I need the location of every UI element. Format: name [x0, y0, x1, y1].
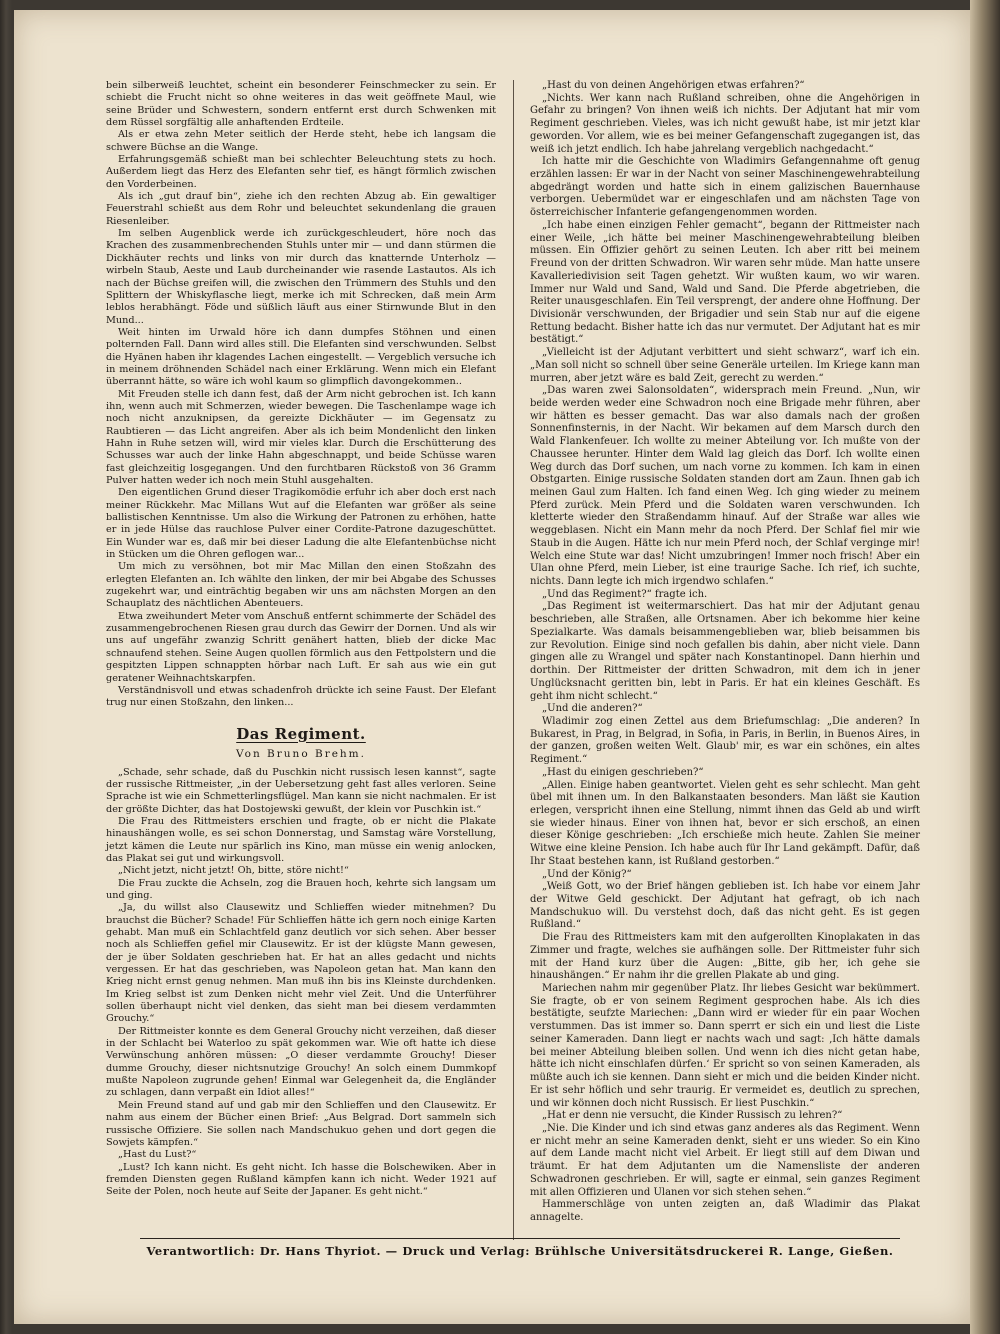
column-divider	[513, 80, 514, 1240]
paragraph: „Das Regiment ist weitermarschiert. Das hat mir der Adjutant genau beschrieben, alle Straßen, alle Ortsnamen. Aber ich bekomme hier keine Spezialkarte. Was damals beisammengeblieben war, blieb beisammen bis zur Revolution. Einige sind noch gefallen bis dahin, aber nicht viele. Dann gingen alle zu Wrangel und später nach Konstantinopel. Dann hierhin und dorthin. Der Rittmeister der dritten Schwadron, mit dem ich in jener Unglücksnacht geritten bin, lebt in Paris. Er hat ein kleines Geschäft. Es geht ihm nicht schlecht.“	[530, 601, 920, 702]
paragraph: „Hast du Lust?“	[118, 1149, 197, 1161]
paragraph: Erfahrungsgemäß schießt man bei schlechter Beleuchtung stets zu hoch. Außerdem liegt das Herz des Elefanten sehr tief, es hängt förmlich zwischen den Vorderbeinen.	[106, 154, 496, 190]
paragraph: Die Frau des Rittmeisters erschien und fragte, ob er nicht die Plakate hinaushängen wolle, es sei schon Donnerstag, und Samstag wäre Vorstellung, jetzt kämen die Leute nur spärlich ins Kino, man müsse ein wenig anlocken, das Plakat sei gut und wirkungsvoll.	[106, 815, 496, 864]
paragraph: Die Frau des Rittmeisters kam mit den aufgerollten Kinoplakaten in das Zimmer und fragte, welches sie aufhängen solle. Der Rittmeister fuhr sich mit der Hand kurz über die Augen: „Bitte, gib her, ich gehe sie hinaushängen.“ Er nahm ihr die grellen Plakate ab und ging.	[530, 932, 920, 982]
paragraph: Mein Freund stand auf und gab mir den Schlieffen und den Clausewitz. Er nahm aus einem der Bücher einen Brief: „Aus Belgrad. Dort sammeln sich russische Offiziere. Sie sollen nach Mandschukuo gehen und dort gegen die Sowjets kämpfen.“	[106, 1099, 496, 1148]
paragraph: bein silberweiß leuchtet, scheint ein besonderer Feinschmecker zu sein. Er schiebt die Frucht nicht so ohne weiteres in das weit geöffnete Maul, wie seine Brüder und Schwestern, sondern entfernt erst durch Schwenken mit dem Rüssel sorgfältig alle anhaftenden Erdteile.	[106, 80, 496, 129]
page-edge	[970, 0, 1000, 1334]
paragraph: „Das waren zwei Salonsoldaten“, widersprach mein Freund. „Nun, wir beide werden weder eine Schwadron noch eine Brigade mehr führen, aber wir hätten es besser gemacht. Das war also damals nach der großen Sonnenfinsternis, in der Nacht. Wir bekamen auf dem Marsch durch den Wald Flankenfeuer. Ich wollte zu meiner Abteilung vor. Ich mußte von der Chaussee herunter. Hinter dem Wald lag gleich das Dorf. Ich wollte einen Weg durch das Dorf suchen, um nach vorne zu kommen. Ich kam in einen Obstgarten. Einige russische Soldaten standen dort am Zaun. Ihnen gab ich meinen Gaul zum Halten. Ich fand einen Weg. Ich ging wieder zu meinem Pferd zurück. Mein Pferd und die Soldaten waren verschwunden. Ich kletterte wieder den Straßendamm hinauf. Auf der Straße war alles wie weggeblasen. Nicht ein Mann mehr da noch Pferd. Der Schlaf fiel mir wie Staub in die Augen. Hätte ich nur mein Pferd noch, der Schlaf verginge mir! Welch eine Stute war das! Nicht umzubringen! Immer noch frisch! Aber ein Ulan ohne Pferd, mein Lieber, ist eine traurige Sache. Ich rief, ich suchte, nichts. Dann legte ich mich irgendwo schlafen.“	[530, 385, 920, 588]
paragraph: Verständnisvoll und etwas schadenfroh drückte ich seine Faust. Der Elefant trug nur einen Stoßzahn, den linken...	[106, 684, 496, 709]
paragraph: Als ich „gut drauf bin“, ziehe ich den rechten Abzug ab. Ein gewaltiger Feuerstrahl schießt aus dem Rohr und beleuchtet sekundenlang die grauen Riesenleiber.	[106, 191, 496, 227]
paragraph: Mariechen nahm mir gegenüber Platz. Ihr liebes Gesicht war bekümmert. Sie fragte, ob er von seinem Regiment gesprochen habe. Als ich dies bestätigte, seufzte Mariechen: „Dann wird er wieder für ein paar Wochen verstummen. Das ist immer so. Dann sperrt er sich ein und liest die Liste seiner Kameraden. Dann liegt er nachts wach und sagt: ‚Ich hätte damals bei meiner Abteilung bleiben sollen. Und wenn ich dies nicht getan habe, hätte ich nicht einschlafen dürfen.‘ Er spricht so von seinen Kameraden, als müßte auch ich sie kennen. Dann sieht er mich und die beiden Kinder nicht. Er ist sehr höflich und sehr traurig. Er vermeidet es, deutlich zu sprechen, und wir können doch nicht Russisch. Er liest Puschkin.“	[530, 983, 920, 1109]
paragraph: Hammerschläge von unten zeigten an, daß Wladimir das Plakat annagelte.	[530, 1199, 920, 1223]
paragraph: „Lust? Ich kann nicht. Es geht nicht. Ich hasse die Bolschewiken. Aber in fremden Diensten gegen Rußland kämpfen kann ich nicht. Weder 1921 auf Seite der Polen, noch heute auf Seite der Japaner. Es geht nicht.“	[106, 1161, 496, 1198]
paragraph: Ich hatte mir die Geschichte von Wladimirs Gefangennahme oft genug erzählen lassen: Er war in der Nacht von seiner Maschinengewehrabteilung abgedrängt worden und hatte sich in einem galizischen Bauernhause verborgen. Uebermüdet war er eingeschlafen und am nächsten Tage von österreichischer Infanterie gefangengenommen worden.	[530, 156, 920, 219]
paragraph: „Und die anderen?“	[542, 703, 643, 715]
paragraph: „Ich habe einen einzigen Fehler gemacht“, begann der Rittmeister nach einer Weile, „ich hätte bei meiner Maschinengewehrabteilung bleiben müssen. Ein Offizier gehört zu seinen Leuten. Ich aber ritt bei meinem Freund von der dritten Schwadron. Wir waren sehr müde. Man hatte unsere Kavalleriedivision seit Tagen gehetzt. Wir wußten kaum, wo wir waren. Immer nur Wald und Sand, Wald und Sand. Die Pferde abgetrieben, die Reiter unausgeschlafen. Ein Teil versprengt, der andere ohne Hoffnung. Der Divisionär verschwunden, der Brigadier und sein Stab nur auf die eigene Rettung bedacht. Bisher hatte ich das nur vermutet. Der Adjutant hat es mir bestätigt.“	[530, 219, 920, 346]
footer-rule	[140, 1238, 900, 1239]
paragraph: „Nicht jetzt, nicht jetzt! Oh, bitte, störe nicht!“	[118, 865, 349, 877]
article-title: Das Regiment.	[236, 724, 366, 743]
paragraph: Mit Freuden stelle ich dann fest, daß der Arm nicht gebrochen ist. Ich kann ihn, wenn auch mit Schmerzen, wieder bewegen. Die Taschenlampe wage ich noch nicht anzuknipsen, da gereizte Dickhäuter — im Gegensatz zu Raubtieren — das Licht angreifen. Aber als ich beim Mondenlicht den linken Hahn in Ruhe setzen will, wird mir vieles klar. Durch die Erschütterung des Schusses war auch der linke Hahn abgeschnappt, und beide Schüsse waren fast gleichzeitig losgegangen. Und den furchtbaren Rückstoß von 36 Gramm Pulver hatten weder ich noch mein Stuhl ausgehalten.	[106, 388, 496, 486]
paragraph: „Nichts. Wer kann nach Rußland schreiben, ohne die Angehörigen in Gefahr zu bringen? Von ihnen weiß ich nichts. Der Adjutant hat mir vom Regiment geschrieben. Vieles, was ich nicht gewußt habe, ist mir jetzt klar geworden. Vor allem, wie es bei meiner Gefangenschaft zugegangen ist, das weiß ich jetzt endlich. Ich habe jahrelang vergeblich nachgedacht.“	[530, 92, 920, 155]
paragraph: „Und der König?“	[542, 868, 632, 880]
paragraph: Als er etwa zehn Meter seitlich der Herde steht, hebe ich langsam die schwere Büchse an die Wange.	[106, 129, 496, 153]
paragraph: „Hast du einigen geschrieben?“	[542, 766, 704, 778]
paragraph: „Allen. Einige haben geantwortet. Vielen geht es sehr schlecht. Man geht übel mit ihnen um. In den Balkanstaaten besonders. Man läßt sie Kaution erlegen, verspricht ihnen eine Stellung, nimmt ihnen das Geld ab und wirft sie wieder hinaus. Einer von ihnen hat, bevor er sich erschoß, an einen dieser Könige geschrieben: „Ich erschieße mich heute. Zahlen Sie meiner Witwe eine kleine Pension. Ich habe auch für Ihr Land gekämpft. Dafür, daß Ihr Staat bestehen kann, ist Rußland gestorben.“	[530, 779, 920, 867]
paragraph: „Hat er denn nie versucht, die Kinder Russisch zu lehren?“	[542, 1110, 843, 1122]
paragraph: „Hast du von deinen Angehörigen etwas erfahren?“	[542, 80, 805, 91]
imprint-label: Verantwortlich:	[146, 1244, 256, 1258]
paragraph: Wladimir zog einen Zettel aus dem Briefumschlag: „Die anderen? In Bukarest, in Prag, in Belgrad, in Sofia, in Paris, in Berlin, in Buenos Aires, in der ganzen, großen weiten Welt. Glaub' mir, es war ein schönes, ein altes Regiment.“	[530, 715, 920, 766]
paragraph: „Schade, sehr schade, daß du Puschkin nicht russisch lesen kannst“, sagte der russische Rittmeister, „in der Uebersetzung geht fast alles verloren. Seine Sprache ist wie ein Schmetterlingsflügel. Man kann sie nicht nachmalen. Er ist der größte Dichter, das hat Dostojewski gewußt, der klein vor Puschkin ist.“	[106, 766, 496, 815]
right-column	[530, 80, 920, 1225]
imprint-text: Dr. Hans Thyriot. — Druck und Verlag: Brühlsche Universitätsdruckerei R. Lange, Gießen.	[259, 1244, 894, 1258]
left-column	[106, 80, 496, 1199]
paragraph: „Vielleicht ist der Adjutant verbittert und sieht schwarz“, warf ich ein. „Man soll nicht so schnell über seine Generäle urteilen. Im Kriege kann man murren, aber jetzt wäre es bald Zeit, gerecht zu werden.“	[530, 347, 920, 384]
paragraph: Die Frau zuckte die Achseln, zog die Brauen hoch, kehrte sich langsam um und ging.	[106, 877, 496, 901]
article-byline: Von Bruno Brehm.	[236, 747, 366, 760]
paragraph: Weit hinten im Urwald höre ich dann dumpfes Stöhnen und einen polternden Fall. Dann wird alles still. Die Elefanten sind verschwunden. Selbst die Hyänen haben ihr klagendes Lachen eingestellt. — Vergeblich versuche ich in meinem dröhnenden Schädel nach einer Erklärung. Wenn mich ein Elefant überrannt hätte, so wäre ich wohl kaum so glimpflich davongekommen..	[106, 326, 496, 388]
paragraph: Im selben Augenblick werde ich zurückgeschleudert, höre noch das Krachen des zusammenbrechenden Stuhls unter mir — und dann stürmen die Dickhäuter rechts und links von mir durch das knatternde Unterholz — wirbeln Staub, Aeste und Laub durcheinander wie rasende Lastautos. Als ich nach der Büchse greifen will, die zwischen den Trümmern des Stuhls und den Splittern der Whiskyflasche liegt, merke ich mit Schrecken, daß mein Arm leblos herabhängt. Föde und süßlich läuft aus einer Stirnwunde Blut in den Mund...	[106, 228, 496, 326]
paragraph: Etwa zweihundert Meter vom Anschuß entfernt schimmerte der Schädel des zusammengebrochenen Riesen grau durch das Gewirr der Dornen. Und als wir uns auf ungefähr zwanzig Schritt genähert hatten, blieb der dicke Mac schnaufend stehen. Seine Augen quollen förmlich aus den Fettpolstern und die gespitzten Lippen schnappten hörbar nach Luft. Er sah aus wie ein gut geratener Weihnachtskarpfen.	[106, 610, 496, 684]
imprint-footer	[140, 1244, 900, 1258]
paragraph: „Weiß Gott, wo der Brief hängen geblieben ist. Ich habe vor einem Jahr der Witwe Geld geschickt. Der Adjutant hat gefragt, ob ich nach Mandschukuo will. Du verstehst doch, daß das nicht geht. Es ist gegen Rußland.“	[530, 881, 920, 931]
paragraph: Den eigentlichen Grund dieser Tragikomödie erfuhr ich aber doch erst nach meiner Rückkehr. Mac Millans Wut auf die Elefanten war größer als seine ballistischen Kenntnisse. Um also die Wirkung der Patronen zu erhöhen, hatte er in jede Hülse das rauchlose Pulver einer Cordite-Patrone dazugeschüttet. Ein Wunder war es, daß mir bei dieser Ladung die alte Elefantenbüchse nicht in Stücken um die Ohren geflogen war...	[106, 487, 496, 561]
paragraph: Der Rittmeister konnte es dem General Grouchy nicht verzeihen, daß dieser in der Schlacht bei Waterloo zu spät gekommen war. Wie oft hatte ich diese Verwünschung anhören müssen: „O dieser verdammte Grouchy! Dieser dumme Grouchy, dieser nichtsnutzige Grouchy! An solch einem Dummkopf mußte Napoleon zugrunde gehen! Einmal war Gelegenheit da, die Engländer zu schlagen, dann verpaßt ein Idiot alles!“	[106, 1025, 496, 1099]
paragraph: „Und das Regiment?“ fragte ich.	[542, 588, 708, 600]
paragraph: „Ja, du willst also Clausewitz und Schlieffen wieder mitnehmen? Du brauchst die Bücher? Schade! Für Schlieffen hätte ich gern noch einige Karten gehabt. Man muß ein Schlachtfeld ganz deutlich vor sich sehen. Aber besser noch als Schlieffen gefiel mir Clausewitz. Er ist der klügste Mann gewesen, der je über Soldaten geschrieben hat. Er hat an alles gedacht und nichts vergessen. Er hat das geschrieben, was Napoleon getan hat. Man kann den Krieg nicht ernst genug nehmen. Man muß ihn bis ins Kleinste durchdenken. Im Krieg selbst ist zum Denken nicht mehr viel Zeit. Und die Unterführer sollen überhaupt nicht viel denken, das sieht man bei diesem verdammten Grouchy.“	[106, 902, 496, 1025]
paragraph: Um mich zu versöhnen, bot mir Mac Millan den einen Stoßzahn des erlegten Elefanten an. Ich wählte den linken, der mir bei Abgabe des Schusses zugekehrt war, und einträchtig begaben wir uns am nächsten Morgen an den Schauplatz des nächtlichen Abenteuers.	[106, 561, 496, 610]
paragraph: „Nie. Die Kinder und ich sind etwas ganz anderes als das Regiment. Wenn er nicht mehr an seine Kameraden denkt, sieht er uns wieder. So ein Kino auf dem Lande macht nicht viel Arbeit. Er liegt still auf dem Diwan und träumt. Er hat dem Adjutanten um die Namensliste der anderen Schwadronen geschrieben. Er will, sagte er einmal, sein ganzes Regiment mit allen Offizieren und Ulanen vor sich stehen sehen.“	[530, 1122, 920, 1198]
